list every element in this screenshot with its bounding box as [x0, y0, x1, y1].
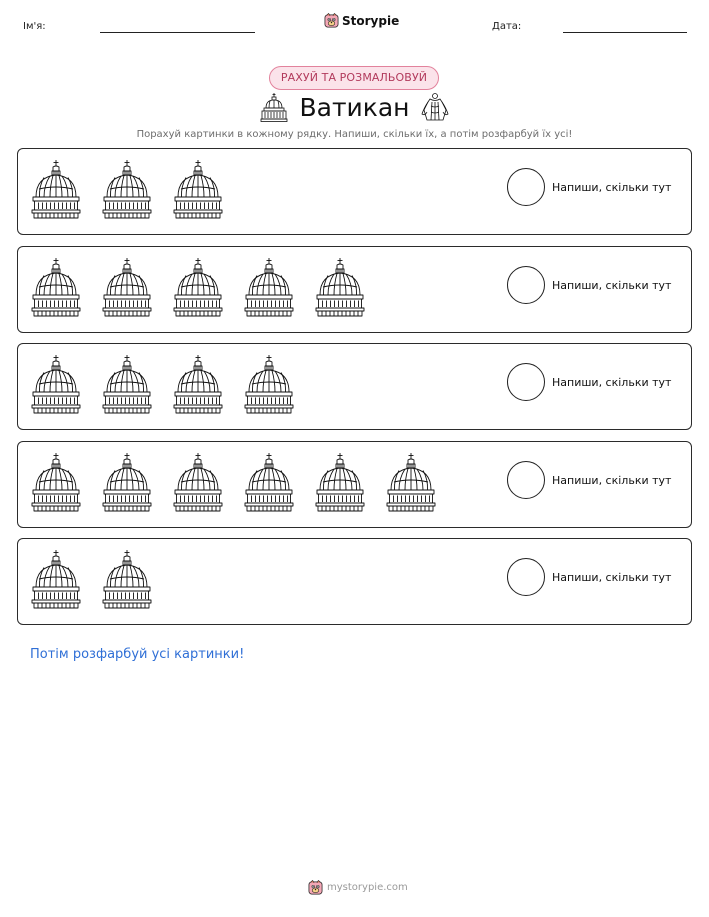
count-row: [17, 441, 692, 528]
activity-badge: РАХУЙ ТА РОЗМАЛЬОВУЙ: [269, 66, 439, 90]
instructions: Порахуй картинки в кожному рядку. Напиши, скільки їх, а потім розфарбуй їх усі!: [136, 129, 573, 140]
name-line[interactable]: [100, 32, 255, 33]
answer-circle[interactable]: [507, 461, 545, 499]
st-peters-dome-icon[interactable]: [243, 452, 295, 512]
footer-url: mystorypie.com: [327, 882, 408, 893]
answer-circle[interactable]: [507, 168, 545, 206]
st-peters-dome-icon[interactable]: [243, 257, 295, 317]
st-peters-dome-icon[interactable]: [314, 452, 366, 512]
st-peters-dome-icon[interactable]: [243, 354, 295, 414]
storypie-brand: [324, 13, 399, 28]
answer-hint: Напиши, скільки тут: [552, 278, 672, 292]
answer-hint: Напиши, скільки тут: [552, 181, 672, 194]
storypie-fox-logo-icon: [324, 13, 339, 28]
st-peters-dome-icon[interactable]: [101, 549, 153, 609]
name-label: Ім'я:: [23, 21, 46, 32]
count-row: [17, 343, 692, 430]
answer-hint: Напиши, скільки тут: [552, 473, 672, 487]
st-peters-dome-icon[interactable]: [101, 257, 153, 317]
papal-vestment-icon: [420, 92, 450, 122]
brand-name: Storypie: [342, 13, 400, 28]
st-peters-dome-icon[interactable]: [30, 549, 82, 609]
st-peters-dome-icon[interactable]: [314, 257, 366, 317]
picture-group: [30, 549, 153, 609]
picture-group: [30, 159, 224, 219]
st-peters-dome-icon[interactable]: [172, 159, 224, 219]
st-peters-dome-icon[interactable]: [172, 354, 224, 414]
st-peters-dome-icon[interactable]: [30, 159, 82, 219]
worksheet-header: [0, 0, 709, 50]
date-line[interactable]: [563, 32, 687, 33]
coloring-note: Потім розфарбуй усі картинки!: [30, 647, 245, 662]
answer-hint: Напиши, скільки тут: [552, 571, 672, 584]
answer-hint: Напиши, скільки тут: [552, 376, 672, 389]
footer-brand: [308, 880, 408, 895]
st-peters-dome-icon[interactable]: [101, 159, 153, 219]
count-row: [17, 538, 692, 625]
count-row: [17, 148, 692, 235]
st-peters-dome-icon[interactable]: [101, 354, 153, 414]
page-title: Ватикан: [299, 93, 410, 122]
st-peters-dome-icon[interactable]: [30, 452, 82, 512]
picture-group: [30, 257, 366, 317]
picture-group: [30, 354, 295, 414]
answer-circle[interactable]: [507, 558, 545, 596]
answer-circle[interactable]: [507, 266, 545, 304]
st-peters-dome-icon[interactable]: [101, 452, 153, 512]
st-peters-dome-icon[interactable]: [385, 452, 437, 512]
count-row: [17, 246, 692, 333]
picture-group: [30, 452, 437, 512]
answer-circle[interactable]: [507, 363, 545, 401]
storypie-fox-logo-icon: [308, 880, 323, 895]
st-peters-dome-icon[interactable]: [30, 257, 82, 317]
st-peters-dome-icon[interactable]: [30, 354, 82, 414]
date-label: Дата:: [492, 21, 522, 32]
st-peters-dome-icon[interactable]: [172, 257, 224, 317]
st-peters-dome-icon[interactable]: [172, 452, 224, 512]
